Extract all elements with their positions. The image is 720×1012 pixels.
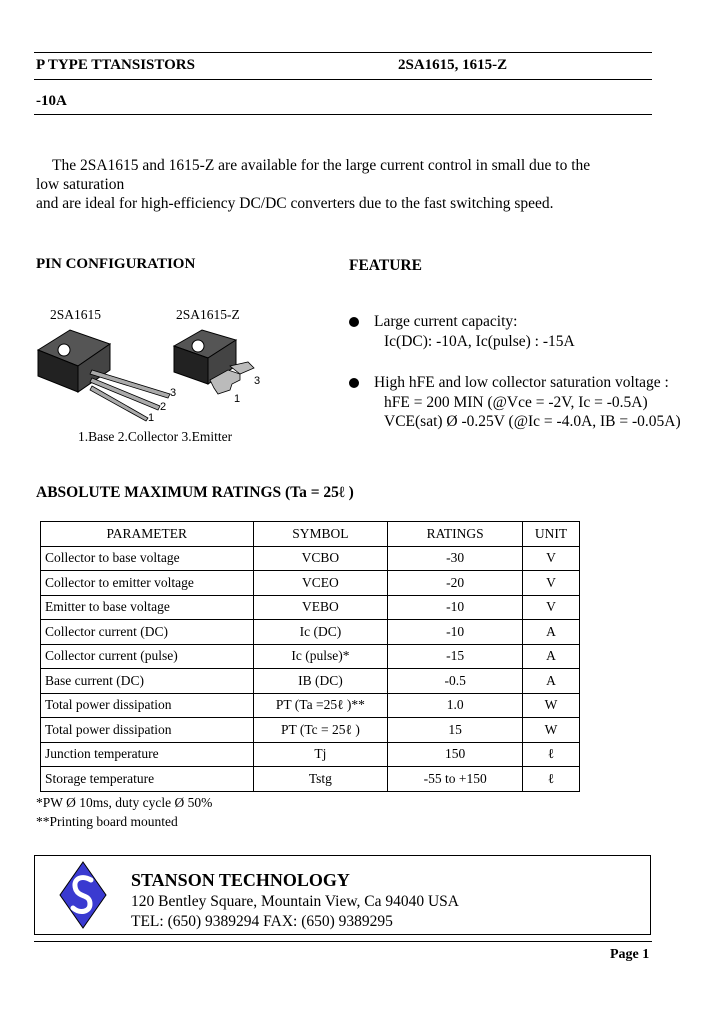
to220-package-icon [38,330,170,421]
table-row [41,546,580,571]
cell-rating: 150 [388,742,523,767]
cell-unit: ℓ [523,742,580,767]
cell-unit: A [523,669,580,694]
cell-parameter: Total power dissipation [41,718,254,743]
pin-legend: 1.Base 2.Collector 3.Emitter [78,429,233,444]
feature-1-line-1: Large current capacity: [374,313,518,330]
cell-parameter: Collector current (DC) [41,620,254,645]
footnote-2: **Printing board mounted [36,814,178,829]
pkg1-pin-2: 2 [160,401,167,413]
current-rating: -10A [36,93,67,109]
company-address: 120 Bentley Square, Mountain View, Ca 94040 USA [131,893,459,910]
intro-line-2: low saturation [36,176,125,193]
header-rule-mid [34,79,652,80]
cell-rating: -15 [388,644,523,669]
company-contact: TEL: (650) 9389294 FAX: (650) 9389295 [131,913,393,930]
cell-symbol: Ic (pulse)* [253,644,388,669]
page-number: Page 1 [610,947,650,962]
cell-symbol: PT (Ta =25ℓ )** [253,693,388,718]
cell-parameter: Junction temperature [41,742,254,767]
package-drawing-2 [168,322,268,412]
bullet-icon [349,317,359,327]
cell-symbol: PT (Tc = 25ℓ ) [253,718,388,743]
cell-unit: W [523,718,580,743]
cell-symbol: VCBO [253,546,388,571]
pkg1-pin-1: 1 [148,412,155,422]
table-row [41,571,580,596]
cell-parameter: Collector current (pulse) [41,644,254,669]
dpak-package-icon [174,330,254,394]
cell-symbol: VEBO [253,595,388,620]
cell-symbol: VCEO [253,571,388,596]
table-row [41,669,580,694]
cell-unit: A [523,620,580,645]
intro-line-1: The 2SA1615 and 1615-Z are available for the large current control in small due to the [52,157,591,174]
feature-2-line-1: High hFE and low collector saturation voltage : [374,374,669,391]
cell-unit: W [523,693,580,718]
table-row [41,644,580,669]
pin-config-heading: PIN CONFIGURATION [36,256,196,272]
cell-rating: 1.0 [388,693,523,718]
ratings-heading: ABSOLUTE MAXIMUM RATINGS (Ta = 25ℓ ) [36,484,354,501]
header-rule-top [34,52,652,53]
header-rule-bottom [34,114,652,115]
cell-parameter: Collector to emitter voltage [41,571,254,596]
cell-rating: -20 [388,571,523,596]
feature-2-line-3: VCE(sat) Ø -0.25V (@Ic = -4.0A, IB = -0.05A) [384,413,681,430]
cell-rating: -0.5 [388,669,523,694]
cell-rating: -10 [388,620,523,645]
cell-symbol: Tstg [253,767,388,792]
col-header-ratings: RATINGS [388,522,523,547]
cell-unit: ℓ [523,767,580,792]
feature-1-line-2: Ic(DC): -10A, Ic(pulse) : -15A [384,333,575,350]
ratings-table [40,521,580,792]
cell-unit: V [523,571,580,596]
footnote-1: *PW Ø 10ms, duty cycle Ø 50% [36,795,213,810]
stanson-logo-icon [58,860,108,930]
col-header-parameter: PARAMETER [41,522,254,547]
pkg1-pin-3: 3 [170,387,177,399]
cell-rating: -10 [388,595,523,620]
cell-unit: V [523,546,580,571]
package-label-1: 2SA1615 [50,307,102,322]
package-drawing-1 [30,322,180,422]
cell-parameter: Storage temperature [41,767,254,792]
intro-line-3: and are ideal for high-efficiency DC/DC converters due to the fast switching speed. [36,195,554,212]
doc-title: P TYPE TTANSISTORS [36,57,195,73]
cell-parameter: Collector to base voltage [41,546,254,571]
cell-parameter: Total power dissipation [41,693,254,718]
table-row [41,742,580,767]
table-row [41,595,580,620]
company-name: STANSON TECHNOLOGY [131,870,350,890]
intro-paragraph [36,156,676,213]
feature-2-line-2: hFE = 200 MIN (@Vce = -2V, Ic = -0.5A) [384,394,648,411]
table-row [41,767,580,792]
cell-unit: A [523,644,580,669]
col-header-symbol: SYMBOL [253,522,388,547]
feature-heading: FEATURE [349,257,422,274]
col-header-unit: UNIT [523,522,580,547]
cell-symbol: Ic (DC) [253,620,388,645]
bullet-icon [349,378,359,388]
table-row [41,718,580,743]
table-row [41,620,580,645]
cell-rating: -55 to +150 [388,767,523,792]
package-label-2: 2SA1615-Z [176,307,240,322]
footer-rule [34,941,652,942]
cell-rating: -30 [388,546,523,571]
pkg2-pin-1: 1 [234,393,241,405]
pkg2-pin-3: 3 [254,375,261,387]
cell-parameter: Emitter to base voltage [41,595,254,620]
table-header-row [41,522,580,547]
cell-parameter: Base current (DC) [41,669,254,694]
cell-rating: 15 [388,718,523,743]
table-row [41,693,580,718]
cell-symbol: Tj [253,742,388,767]
cell-symbol: IB (DC) [253,669,388,694]
cell-unit: V [523,595,580,620]
part-number: 2SA1615, 1615-Z [398,57,508,73]
